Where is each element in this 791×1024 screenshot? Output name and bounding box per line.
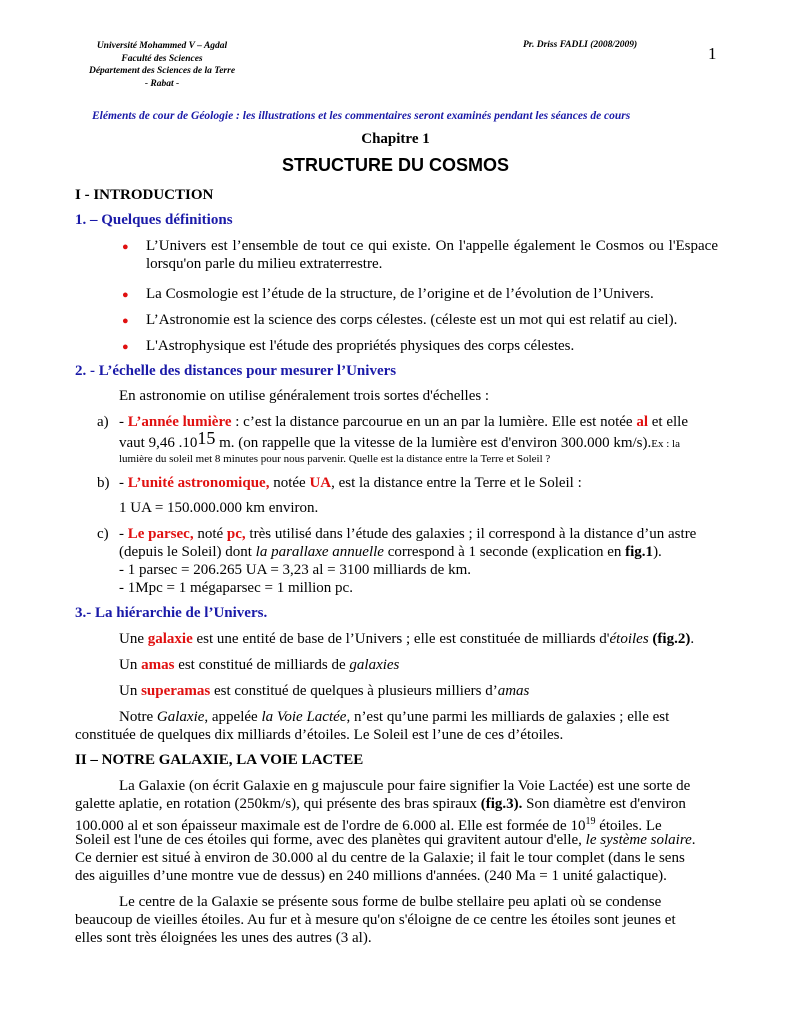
term-parsec: Le parsec, bbox=[127, 526, 194, 542]
bullet-text-2: La Cosmologie est l’étude de la structure, de l’origine et de l’évolution de l’Univers. bbox=[146, 286, 654, 302]
galaxie-para2-line-1: Le centre de la Galaxie se présente sous forme de bulbe stellaire peu aplati où se condense bbox=[119, 894, 662, 910]
italic-term: la parallaxe annuelle bbox=[255, 544, 384, 560]
scales-lead: En astronomie on utilise généralement trois sortes d'échelles : bbox=[119, 388, 490, 404]
text: (depuis le Soleil) dont bbox=[119, 544, 256, 560]
subsection-3-heading: 3.- La hiérarchie de l’Univers. bbox=[75, 605, 268, 621]
galaxie-para1-line-4 bbox=[75, 831, 696, 849]
item-c-marker: c) bbox=[97, 526, 109, 542]
text: : c’est la distance parcourue en un an par la lumière. Elle est notée bbox=[231, 414, 637, 430]
voie-lactee-line-2: constituée de quelques dix milliards d’étoiles. Le Soleil est l’une de ces d’étoiles. bbox=[75, 727, 564, 743]
header-line-4: - Rabat - bbox=[144, 78, 180, 89]
item-a-marker: a) bbox=[97, 414, 109, 430]
item-b-line-2: 1 UA = 150.000.000 km environ. bbox=[119, 500, 319, 516]
dash: - bbox=[119, 526, 128, 542]
header-line-2: Faculté des Sciences bbox=[121, 53, 203, 64]
figure-ref: fig.1 bbox=[625, 544, 654, 560]
bullet-text-1: L’Univers est l’ensemble de tout ce qui existe. On l'appelle également le Cosmos ou l'Espace lorsqu'on parle du milieu extraterrestre. bbox=[146, 238, 718, 272]
text: , est la distance entre la Terre et le Soleil : bbox=[331, 475, 582, 491]
abbr-ua: UA bbox=[309, 475, 332, 491]
text: Un bbox=[119, 657, 142, 673]
item-c-line-2 bbox=[119, 543, 662, 561]
text: Un bbox=[119, 683, 142, 699]
galaxie-para2-line-2: beaucoup de vieilles étoiles. Au fur et à mesure qu'on s'éloigne de ce centre les étoiles sont jeunes et bbox=[75, 912, 676, 928]
figure-ref: (fig.2) bbox=[648, 631, 691, 647]
page-number: 1 bbox=[708, 44, 717, 63]
header-author: Pr. Driss FADLI (2008/2009) bbox=[523, 40, 638, 50]
hierarchy-amas bbox=[119, 656, 399, 674]
section-1-heading: I - INTRODUCTION bbox=[75, 187, 214, 203]
text: ). bbox=[653, 544, 662, 560]
item-c-line-4: - 1Mpc = 1 mégaparsec = 1 million pc. bbox=[119, 580, 353, 596]
abbr-pc: pc, bbox=[226, 526, 246, 542]
chapter-label: Chapitre 1 bbox=[361, 131, 430, 147]
term-unite-astronomique: L’unité astronomique, bbox=[127, 475, 270, 491]
exponent: 19 bbox=[585, 816, 596, 827]
hierarchy-superamas bbox=[119, 682, 529, 700]
term-amas: amas bbox=[141, 657, 175, 673]
text: est une entité de base de l’Univers ; elle est constituée de milliards d' bbox=[192, 631, 610, 647]
galaxie-para2-line-3: elles sont très éloignées les unes des autres (3 al). bbox=[75, 930, 372, 946]
galaxie-para1-line-2 bbox=[75, 795, 686, 813]
text: . bbox=[690, 631, 695, 647]
text: , n’est qu’une parmi les milliards de galaxies ; elle est bbox=[346, 709, 670, 725]
text: . bbox=[691, 832, 696, 848]
bullet-icon: ● bbox=[122, 241, 129, 253]
item-a-note: lumière du soleil met 8 minutes pour nous parvenir. Quelle est la distance entre la Terre et Soleil ? bbox=[119, 453, 551, 465]
section-2-heading: II – NOTRE GALAXIE, LA VOIE LACTEE bbox=[75, 752, 364, 768]
text: étoiles. Le bbox=[595, 818, 662, 834]
text: est constitué de quelques à plusieurs milliers d’ bbox=[210, 683, 498, 699]
bullet-icon: ● bbox=[122, 289, 129, 301]
term-superamas: superamas bbox=[141, 683, 211, 699]
bullet-icon: ● bbox=[122, 341, 129, 353]
item-a-line-2 bbox=[119, 428, 680, 453]
bullet-text-4: L'Astrophysique est l'étude des propriétés physiques des corps célestes. bbox=[146, 338, 575, 354]
subsection-1-heading: 1. – Quelques définitions bbox=[75, 212, 233, 228]
text: est constitué de milliards de bbox=[174, 657, 350, 673]
text: 100.000 al et son épaisseur maximale est de l'ordre de 6.000 al. Elle est formée de 10 bbox=[75, 818, 586, 834]
text: Soleil est l'une de ces étoiles qui forme, avec des planètes qui gravitent autour d'elle, bbox=[75, 832, 586, 848]
italic-term: galaxies bbox=[349, 657, 400, 673]
italic-term: la Voie Lactée bbox=[261, 709, 347, 725]
dash: - bbox=[119, 475, 128, 491]
text: Une bbox=[119, 631, 148, 647]
term-galaxie: galaxie bbox=[147, 631, 193, 647]
figure-ref: (fig.3). bbox=[480, 796, 523, 812]
voie-lactee-line-1 bbox=[119, 708, 669, 726]
galaxie-para1-line-6: des aiguilles d’une montre vue de dessus) en 240 millions d'années. (240 Ma = 1 unité galactique). bbox=[75, 868, 667, 884]
abbr-al: al bbox=[636, 414, 648, 430]
item-b-line-1 bbox=[119, 474, 582, 492]
text: , appelée bbox=[204, 709, 262, 725]
text: et elle bbox=[648, 414, 688, 430]
item-c-line-3: - 1 parsec = 206.265 UA = 3,23 al = 3100 milliards de km. bbox=[119, 562, 471, 578]
text: m. (on rappelle que la vitesse de la lumière est d'environ 300.000 km/s). bbox=[215, 435, 652, 451]
italic-term: le système solaire bbox=[585, 832, 692, 848]
italic-term: étoiles bbox=[609, 631, 649, 647]
text: très utilisé dans l’étude des galaxies ; il correspond à la distance d’un astre bbox=[245, 526, 697, 542]
text: correspond à 1 seconde (explication en bbox=[383, 544, 626, 560]
item-c-line-1 bbox=[119, 525, 696, 543]
text: Son diamètre est d'environ bbox=[522, 796, 686, 812]
term-annee-lumiere: L’année lumière bbox=[127, 414, 232, 430]
intro-note: Eléments de cour de Géologie : les illustrations et les commentaires seront examinés pendant les séances de cours bbox=[92, 110, 631, 122]
galaxie-para1-line-1: La Galaxie (on écrit Galaxie en g majuscule pour faire signifier la Voie Lactée) est une sorte de bbox=[119, 778, 691, 794]
hierarchy-galaxie bbox=[119, 630, 694, 648]
subsection-2-heading: 2. - L’échelle des distances pour mesurer l’Univers bbox=[75, 363, 397, 379]
text: Notre bbox=[119, 709, 157, 725]
header-institution bbox=[62, 40, 262, 90]
text: vaut 9,46 .10 bbox=[119, 435, 198, 451]
dash: - bbox=[119, 414, 128, 430]
bullet-text-3: L’Astronomie est la science des corps célestes. (céleste est un mot qui est relatif au ciel). bbox=[146, 312, 678, 328]
text: notée bbox=[269, 475, 310, 491]
galaxie-para1-line-5: Ce dernier est situé à environ de 30.000 al du centre de la Galaxie; il fait le tour complet (dans le sens bbox=[75, 850, 685, 866]
italic-term: amas bbox=[497, 683, 530, 699]
bullet-icon: ● bbox=[122, 315, 129, 327]
italic-term: Galaxie bbox=[156, 709, 205, 725]
header-line-3: Département des Sciences de la Terre bbox=[88, 66, 236, 76]
item-b-marker: b) bbox=[97, 475, 110, 491]
page-title: STRUCTURE DU COSMOS bbox=[281, 155, 509, 175]
text: galette aplatie, en rotation (250km/s), qui présente des bras spiraux bbox=[75, 796, 481, 812]
header-line-1: Université Mohammed V – Agdal bbox=[96, 41, 228, 51]
exponent: 15 bbox=[197, 428, 216, 448]
note: Ex : la bbox=[651, 438, 680, 450]
text: noté bbox=[193, 526, 227, 542]
